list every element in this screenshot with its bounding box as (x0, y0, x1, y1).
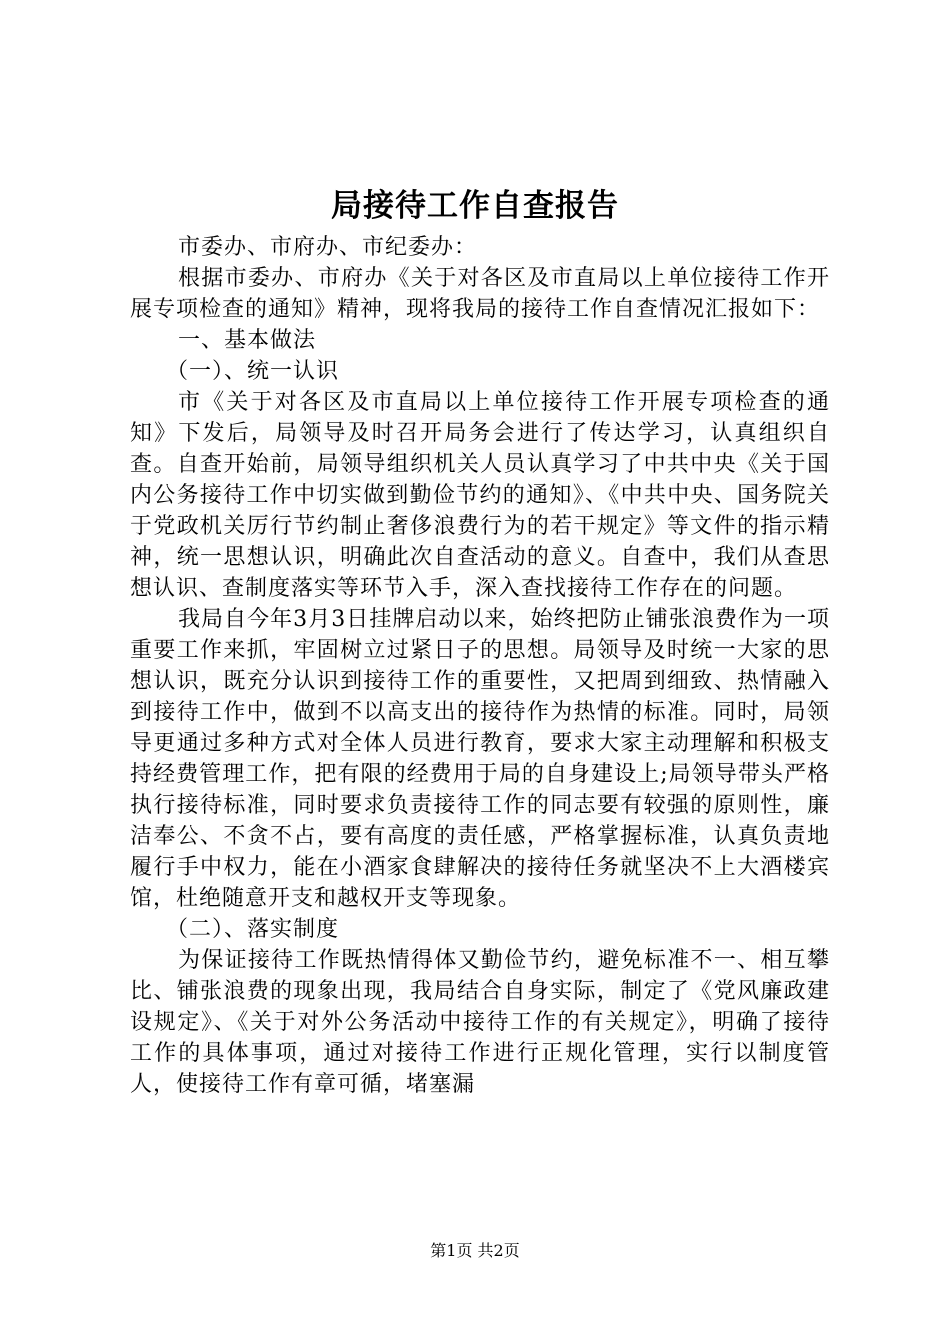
paragraph-regulations: 为保证接待工作既热情得体又勤俭节约，避免标准不一、相互攀比、铺张浪费的现象出现，我局结合自身实际，制定了《党风廉政建设规定》、《关于对外公务活动中接待工作的有关规定》，明确了接待工作的具体事项，通过对接待工作进行正规化管理，实行以制度管人，使接待工作有章可循，堵塞漏 (130, 948, 830, 1097)
paragraph-prevent-waste: 我局自今年3月3日挂牌启动以来，始终把防止铺张浪费作为一项重要工作来抓，牢固树立过紧日子的思想。局领导及时统一大家的思想认识，既充分认识到接待工作的重要性，又把周到细致、热情融入到接待工作中，做到不以高支出的接待作为热情的标准。同时，局领导更通过多种方式对全体人员进行教育，要求大家主动理解和积极支持经费管理工作，把有限的经费用于局的自身建设上;局领导带头严格执行接待标准，同时要求负责接待工作的同志要有较强的原则性，廉洁奉公、不贪不占，要有高度的责任感，严格掌握标准，认真负责地履行手中权力，能在小酒家食肆解决的接待任务就坚决不上大酒楼宾馆，杜绝随意开支和越权开支等现象。 (130, 607, 830, 911)
document-title: 局接待工作自查报告 (331, 188, 619, 224)
subsection-heading-unify-understanding: （一）、统一认识 (166, 359, 340, 384)
paragraph-intro: 根据市委办、市府办《关于对各区及市直局以上单位接待工作开展专项检查的通知》精神，现将我局的接待工作自查情况汇报如下： (130, 266, 830, 322)
page-number-footer: 第1页 共2页 (430, 1241, 520, 1260)
paragraph-self-inspection: 市《关于对各区及市直局以上单位接待工作开展专项检查的通知》下发后，局领导及时召开局务会进行了传达学习，认真组织自查。自查开始前，局领导组织机关人员认真学习了中共中央《关于国内公务接待工作中切实做到勤俭节约的通知》、《中共中央、国务院关于党政机关厉行节约制止奢侈浪费行为的若干规定》等文件的指示精神，统一思想认识，明确此次自查活动的意义。自查中，我们从查思想认识、查制度落实等环节入手，深入查找接待工作存在的问题。 (130, 390, 830, 601)
subsection-heading-implement-system: （二）、落实制度 (166, 917, 340, 942)
document-body (130, 232, 830, 1100)
section-heading-basic-practice: 一、基本做法 (178, 328, 317, 353)
salutation: 市委办、市府办、市纪委办： (178, 235, 478, 260)
